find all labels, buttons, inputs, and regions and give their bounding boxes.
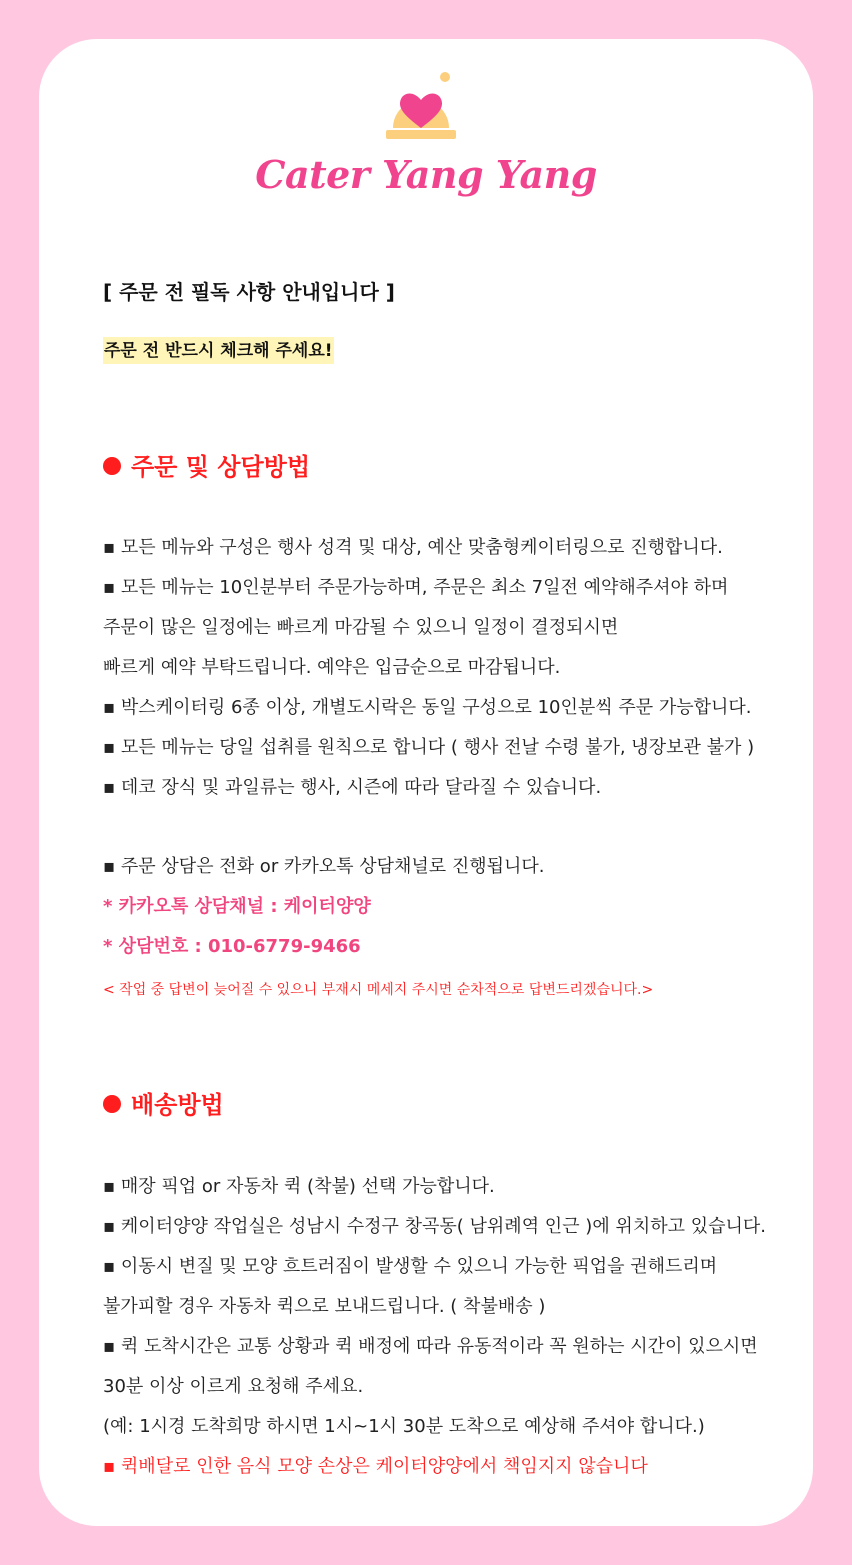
delivery-section-title — [103, 1090, 224, 1120]
kakao-channel-line: * 카카오톡 상담채널 : 케이터양양 — [103, 896, 371, 917]
delivery-line-3: ▪ 이동시 변질 및 모양 흐트러짐이 발생할 수 있으니 가능한 픽업을 권해드리며 — [103, 1256, 718, 1277]
order-line-5: ▪ 박스케이터링 6종 이상, 개별도시락은 동일 구성으로 10인분씩 주문 가능합니다. — [103, 697, 752, 718]
order-title-text: 주문 및 상담방법 — [131, 453, 310, 481]
delivery-line-1: ▪ 매장 픽업 or 자동차 퀵 (착불) 선택 가능합니다. — [103, 1176, 495, 1197]
bullet-dot-icon — [103, 1095, 121, 1113]
delivery-line-7: (예: 1시경 도착희망 하시면 1시~1시 30분 도착으로 예상해 주셔야 합니다.) — [103, 1416, 705, 1437]
reply-note: < 작업 중 답변이 늦어질 수 있으니 부재시 메세지 주시면 순차적으로 답변드리겠습니다.> — [103, 982, 654, 998]
order-line-6: ▪ 모든 메뉴는 당일 섭취를 원칙으로 합니다 ( 행사 전날 수령 불가, 냉장보관 불가 ) — [103, 737, 755, 758]
delivery-line-4: 불가피할 경우 자동차 퀵으로 보내드립니다. ( 착불배송 ) — [103, 1296, 546, 1317]
order-line-1: ▪ 모든 메뉴와 구성은 행사 성격 및 대상, 예산 맞춤형케이터링으로 진행합니다. — [103, 537, 723, 558]
cloche-heart-icon — [383, 70, 459, 144]
order-section-title — [103, 452, 310, 482]
order-line-2: ▪ 모든 메뉴는 10인분부터 주문가능하며, 주문은 최소 7일전 예약해주셔야 하며 — [103, 577, 729, 598]
order-line-4: 빠르게 예약 부탁드립니다. 예약은 입금순으로 마감됩니다. — [103, 657, 561, 678]
check-highlight: 주문 전 반드시 체크해 주세요! — [103, 337, 334, 364]
bullet-dot-icon — [103, 457, 121, 475]
brand-logo-text: Cater Yang Yang — [255, 152, 597, 197]
delivery-line-2: ▪ 케이터양양 작업실은 성남시 수정구 창곡동( 남위례역 인근 )에 위치하고 있습니다. — [103, 1216, 766, 1237]
delivery-warning: ▪ 퀵배달로 인한 음식 모양 손상은 케이터양양에서 책임지지 않습니다 — [103, 1456, 648, 1477]
delivery-title-text: 배송방법 — [131, 1091, 224, 1119]
order-line-3: 주문이 많은 일정에는 빠르게 마감될 수 있으니 일정이 결정되시면 — [103, 617, 619, 638]
delivery-line-6: 30분 이상 이르게 요청해 주세요. — [103, 1376, 364, 1397]
notice-heading: [ 주문 전 필독 사항 안내입니다 ] — [103, 280, 395, 304]
order-line-7: ▪ 데코 장식 및 과일류는 행사, 시즌에 따라 달라질 수 있습니다. — [103, 777, 602, 798]
consult-line: ▪ 주문 상담은 전화 or 카카오톡 상담채널로 진행됩니다. — [103, 856, 545, 877]
phone-number-line: * 상담번호 : 010-6779-9466 — [103, 936, 361, 957]
delivery-line-5: ▪ 퀵 도착시간은 교통 상황과 퀵 배정에 따라 유동적이라 꼭 원하는 시간이 있으시면 — [103, 1336, 758, 1357]
